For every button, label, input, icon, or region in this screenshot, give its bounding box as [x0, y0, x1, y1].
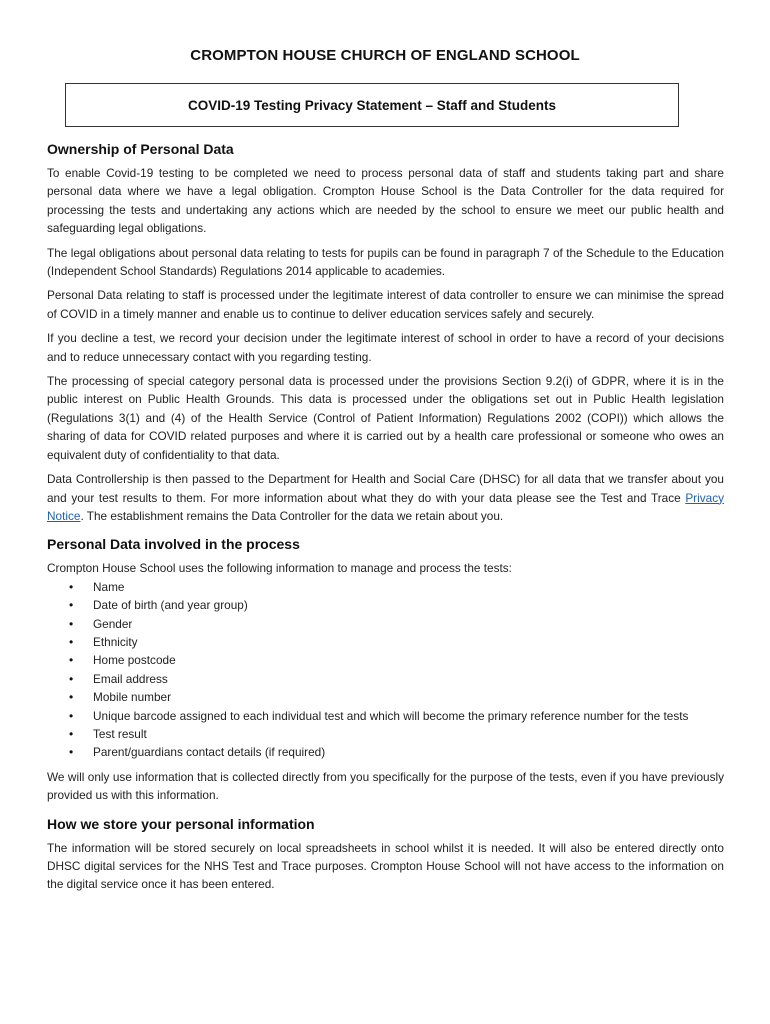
- bullet-icon: •: [69, 726, 74, 741]
- ownership-paragraph-4: If you decline a test, we record your decision under the legitimate interest of school in order to have a record of your decisions and to reduce unnecessary contact with you regarding testing.: [47, 331, 724, 364]
- bullet-icon: •: [69, 579, 74, 594]
- privacy-notice-link[interactable]: Privacy Notice: [47, 490, 724, 523]
- involved-closing: We will only use information that is collected directly from you specifically for the purpose of the tests, even if you have previously provided us with this information.: [47, 769, 724, 803]
- bullet-icon: •: [69, 708, 74, 723]
- bullet-icon: •: [69, 653, 74, 668]
- list-item: • Name: [47, 578, 724, 596]
- ownership-paragraph-3: Personal Data relating to staff is processed under the legitimate interest of data controller to ensure we can minimise the spread of COVID in a timely manner and enable us to continue to deliver education services safely and securely.: [47, 288, 724, 321]
- list-item: • Unique barcode assigned to each individual test and which will become the primary reference number for the tests: [47, 707, 724, 725]
- involved-intro: Crompton House School uses the following information to manage and process the tests:: [47, 561, 512, 576]
- ownership-paragraph-2: The legal obligations about personal data relating to tests for pupils can be found in paragraph 7 of the Schedule to the Education (Independent School Standards) Regulations 2014 applicable to academies.: [47, 245, 724, 279]
- storage-paragraph-1: The information will be stored securely on local spreadsheets in school whilst it is needed. It will also be entered directly onto DHSC digital services for the NHS Test and Trace purposes. Crompton House School will not have access to the information on the digital service once it has been entered.: [47, 840, 724, 892]
- document-title: COVID-19 Testing Privacy Statement – Staff and Students: [187, 97, 557, 113]
- list-item: • Test result: [47, 725, 724, 743]
- list-item: • Home postcode: [47, 651, 724, 669]
- bullet-icon: •: [69, 745, 74, 760]
- document-title-box: [65, 83, 679, 127]
- bullet-icon: •: [69, 598, 74, 613]
- section-heading-storage: How we store your personal information: [47, 815, 315, 832]
- list-item: • Mobile number: [47, 688, 724, 706]
- ownership-paragraph-1: To enable Covid-19 testing to be completed we need to process personal data of staff and students taking part and share personal data where we have a legal obligation. Crompton House School is the Data Controller for the data required for processing the tests and undertaking any actions which are needed by the school to ensure we meet our public health and safeguarding legal obligations.: [47, 166, 724, 236]
- list-item: • Parent/guardians contact details (if required): [47, 743, 724, 761]
- list-item: • Email address: [47, 670, 724, 688]
- school-name: CROMPTON HOUSE CHURCH OF ENGLAND SCHOOL: [190, 47, 580, 64]
- list-item: • Gender: [47, 615, 724, 633]
- document-body: [47, 136, 724, 900]
- bullet-icon: •: [69, 616, 74, 631]
- list-item: • Ethnicity: [47, 633, 724, 651]
- bullet-icon: •: [69, 634, 74, 649]
- section-heading-involved: Personal Data involved in the process: [47, 536, 300, 553]
- bullet-icon: •: [69, 690, 74, 705]
- personal-data-list: [47, 578, 724, 762]
- p6-text-after: . The establishment remains the Data Controller for the data we retain about you.: [80, 508, 504, 523]
- p6-text-before: Data Controllership is then passed to the Department for Health and Social Care (DHSC) for all data that we transfer about you and your test results to them. For more information about what they do with your data please see the Test and Trace: [47, 472, 724, 505]
- section-heading-ownership: Ownership of Personal Data: [47, 141, 234, 157]
- bullet-icon: •: [69, 671, 74, 686]
- list-item: • Date of birth (and year group): [47, 596, 724, 614]
- ownership-paragraph-6: [47, 470, 724, 525]
- ownership-paragraph-5: The processing of special category personal data is processed under the provisions Section 9.2(i) of GDPR, where it is in the public interest on Public Health Grounds. This data is processed under the obligations set out in Public Health legislation (Regulations 3(1) and (4) of the Health Service (Control of Patient Information) Regulations 2002 (COPI)) which allows the sharing of data for COVID related purposes and where it is carried out by a health care professional or someone who owes an equivalent duty of confidentiality to that data.: [47, 374, 724, 462]
